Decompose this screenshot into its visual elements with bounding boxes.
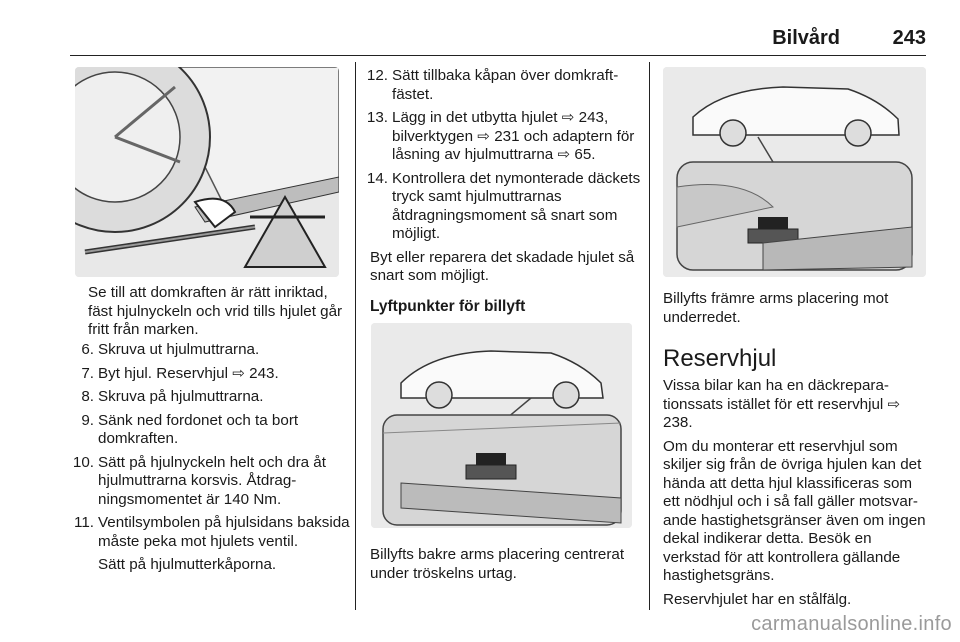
paragraph: Byt eller reparera det skadade hjulet så snart som möjligt. xyxy=(370,248,635,284)
list-item: 14. Kontrollera det nymonterade däckets tryck samt hjulmuttrarnas åtdragningsmoment så snart som möjligt. xyxy=(366,169,641,242)
list-item: 7. Byt hjul. Reservhjul ⇨ 243. xyxy=(81,364,279,382)
list-item: 6. Skruva ut hjulmuttrarna. xyxy=(81,341,260,358)
step-list xyxy=(70,341,358,551)
section-heading: Lyftpunkter för billyft xyxy=(370,297,526,315)
column-divider-2 xyxy=(649,62,650,610)
figure-caption: Se till att domkraften är rätt inriktad, fäst hjulnyckeln och vrid tills hjulet går fritt från marken. xyxy=(88,284,343,338)
step-11-note: Sätt på hjulmutterkåporna. xyxy=(98,556,277,573)
section-heading: Reservhjul xyxy=(663,345,777,372)
figure-caption: Billyfts främre arms placering mot underredet. xyxy=(663,290,889,326)
section-title: Bilvård xyxy=(772,27,840,49)
front-lift-arm-illustration xyxy=(663,67,926,277)
paragraph: Om du monterar ett reservhjul som skiljer sig från de övriga hjulen kan det hända att detta hjul klassificeras som ett nödhjul och i så fall gäller motsvarande hastighetsgränser även om ingen dekal indikerar detta. Besök en verkstad för att kontrollera gällande hastighetsgräns. xyxy=(663,437,926,584)
figure-caption: Billyfts bakre arms placering centrerat under tröskelns urtag. xyxy=(370,546,625,582)
page-number: 243 xyxy=(892,27,926,49)
list-item: 9. Sänk ned fordonet och ta bort domkraften. xyxy=(81,411,299,447)
header-rule xyxy=(70,55,926,56)
paragraph: Vissa bilar kan ha en däckreparationssats istället för ett reservhjul ⇨ 238. xyxy=(663,377,901,431)
list-item: 12. Sätt tillbaka kåpan över domkraftfästet. xyxy=(366,67,619,103)
list-item: 13. Lägg in det utbytta hjulet ⇨ 243, bilverktygen ⇨ 231 och adaptern för låsning av hjulmuttrarna ⇨ 65. xyxy=(366,109,635,163)
step-list-continued xyxy=(364,67,644,244)
paragraph: Reservhjulet har en stålfälg. xyxy=(663,590,852,608)
list-item: 10. Sätt på hjulnyckeln helt och dra åt hjulmuttrarna korsvis. Åtdragningsmomentet är 140 Nm. xyxy=(72,453,326,508)
list-item: 8. Skruva på hjulmuttrarna. xyxy=(81,388,264,405)
list-item: 11. Ventilsymbolen på hjulsidans baksida måste peka mot hjulets ventil. xyxy=(74,514,350,550)
watermark: carmanualsonline.info xyxy=(751,613,952,635)
rear-lift-arm-illustration xyxy=(371,323,632,528)
page-header xyxy=(70,27,926,55)
jack-illustration xyxy=(75,67,339,277)
